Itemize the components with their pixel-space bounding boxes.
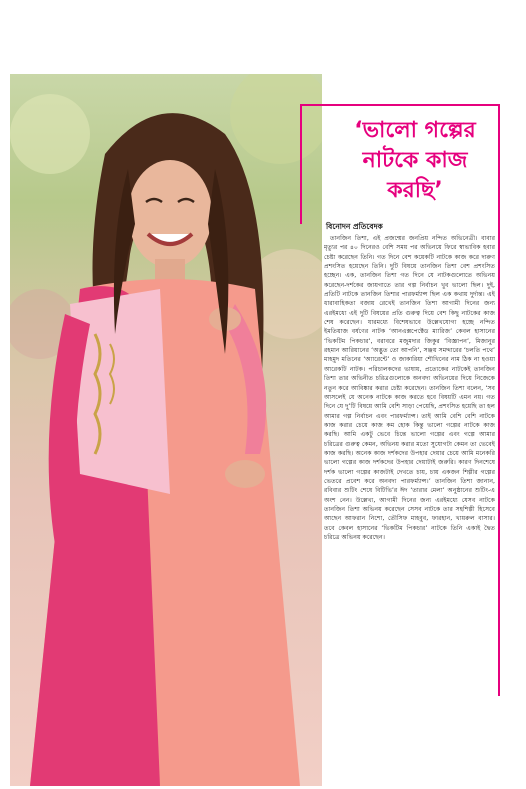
woman-portrait-illustration [10, 74, 322, 786]
headline-line-1: ‘ভালো গল্পের [354, 118, 476, 143]
byline: বিনোদন প্রতিবেদক [326, 222, 383, 231]
article-paragraph: তানজিন তিশা, এই প্রজন্মের জনপ্রিয় নন্দিত অভিনেত্রী। বাবার মৃত্যুর পর ৪০ দিনেরও বেশি সময় পর অভিনয়ে ফিরে স্বাভাবিক হবার চেষ্টা করেছেন তিনি। গত দিনে বেশ কয়েকটি নাটকে কাজ করে দারুণ প্রশংসিত হয়েছেন তিনি। দুটি বিষয়ে তানজিন তিশা বেশ প্রশংসিত হচ্ছেন। এক, তানজিন তিশা গত দিনে যে নাটকগুলোতে অভিনয় করেছেন-দর্শকের জায়গাতে তার গল্প নির্বাচন খুব ভালো ছিল। দুই, প্রতিটি নাটকে তানজিন তিশার পারফর্ম্যান্স ছিল এক কথায় দুর্দান্ত। এই ধারাবাহিকতা বজায় রেখেই তানজিন তিশা আগামী দিনের জন্য এরইমধ্যে এই দুটি বিষয়ের প্রতি গুরুত্ব দিয়ে বেশ কিছু নাটকের কাজ শেষ করেছেন। যারমধ্যে বিশেষভাবে উল্লেখযোগ্য হচ্ছে নন্দিত ইমতিয়াজ বর্ষণের নাটক ‘আনএক্সপেক্টেড ম্যারিজ’ কেবল হাসানের ‘ভিকটিম পিকচার’, বরাবরে মজুমদার জিকুর ‘বিজ্ঞাপন’, মিজানুর রহমান আরিয়ানের ‘অদ্ভুত তো আপনি’, সঞ্জয় সমদ্দারের ‘চলতি পথে’ মাহমুদ মতিনের ‘অ্যারেন্টে’ ও জাকারিয়া শৌখিনের নাম ঠিক না হওয়া আরেকটি নাটক। পরিচালকদের ভাষায়, প্রত্যেকের নাটকেই তানজিন তিশা তার অভিনীত চরিত্রগুলোকে অনবদ্য অভিনয়ের দিয়ে নিজেকে নতুন করে আবিষ্কার করার চেষ্টা করেছেন। তানজিন তিশা বলেন, ‘সব আসলেই যে অনেক নাটকে কাজ করতে হবে বিষয়টি এমন নয়। গত দিনে যে দু’টি বিষয়ে আমি বেশি সাড়া পেয়েছি, প্রশংসিত হয়েছি তা হল আমার গল্প নির্বাচন এবং পারফর্ম্যান্স। তাই আমি বেশি বেশি নাটকে কাজ করার চেয়ে কাজ কম হোক কিন্তু ভালো গল্পের নাটকে কাজ করছি। আমি একটু ভেবে চিন্তে ভালো গল্পের এবং গল্পে আমার চরিত্রের গুরুত্ব কেমন, অভিনয় করার মতো সুযোগটা কেমন তা ভেবেই কাজ করছি। অনেক কাজ দর্শকদের উপহার দেয়ার চেয়ে আমি মনেকরি ভালো গল্পের কাজ দর্শকদের উপহার দেয়াটাই জরুরি। কারণ দিনশেষে দর্শক ভালো গল্পের কাজটাই দেখতে চায়, চায় একজন শিল্পীর গল্পের ভেতরে প্রবেশ করে অনবদ্য পারফর্ম্যান্স।’ তানজিন তিশা জানান, রবিবার শুটিং শেষে বিটিভি’র ঈদ ‘তারার মেলা’ অনুষ্ঠানের শুটিং-এ অংশ নেন। উল্লেখ্য, আগামী দিনের জন্য এরইমধ্যে যেসব নাটকে তানজিন তিশা অভিনয় করেছেন সেসব নাটকে তার সহশিল্পী হিসেবে আছেন আফরান নিশো, তৌসিফ মাহবুব, ফারহান, খায়রুল বাসার। তবে কেবল হাসানের ‘ভিকটিম পিকচার’ নাটকে তিনি একাই দ্বৈত চরিত্রে অভিনয় করেছেন। [324, 235, 495, 541]
frame-line-left [300, 104, 302, 224]
frame-line-top [300, 104, 500, 106]
headline-line-2: নাটকে কাজ [362, 148, 468, 173]
article-body [324, 234, 495, 689]
headline [330, 116, 500, 206]
headline-line-3: করছি’ [387, 178, 443, 203]
cover-photo [10, 74, 322, 786]
